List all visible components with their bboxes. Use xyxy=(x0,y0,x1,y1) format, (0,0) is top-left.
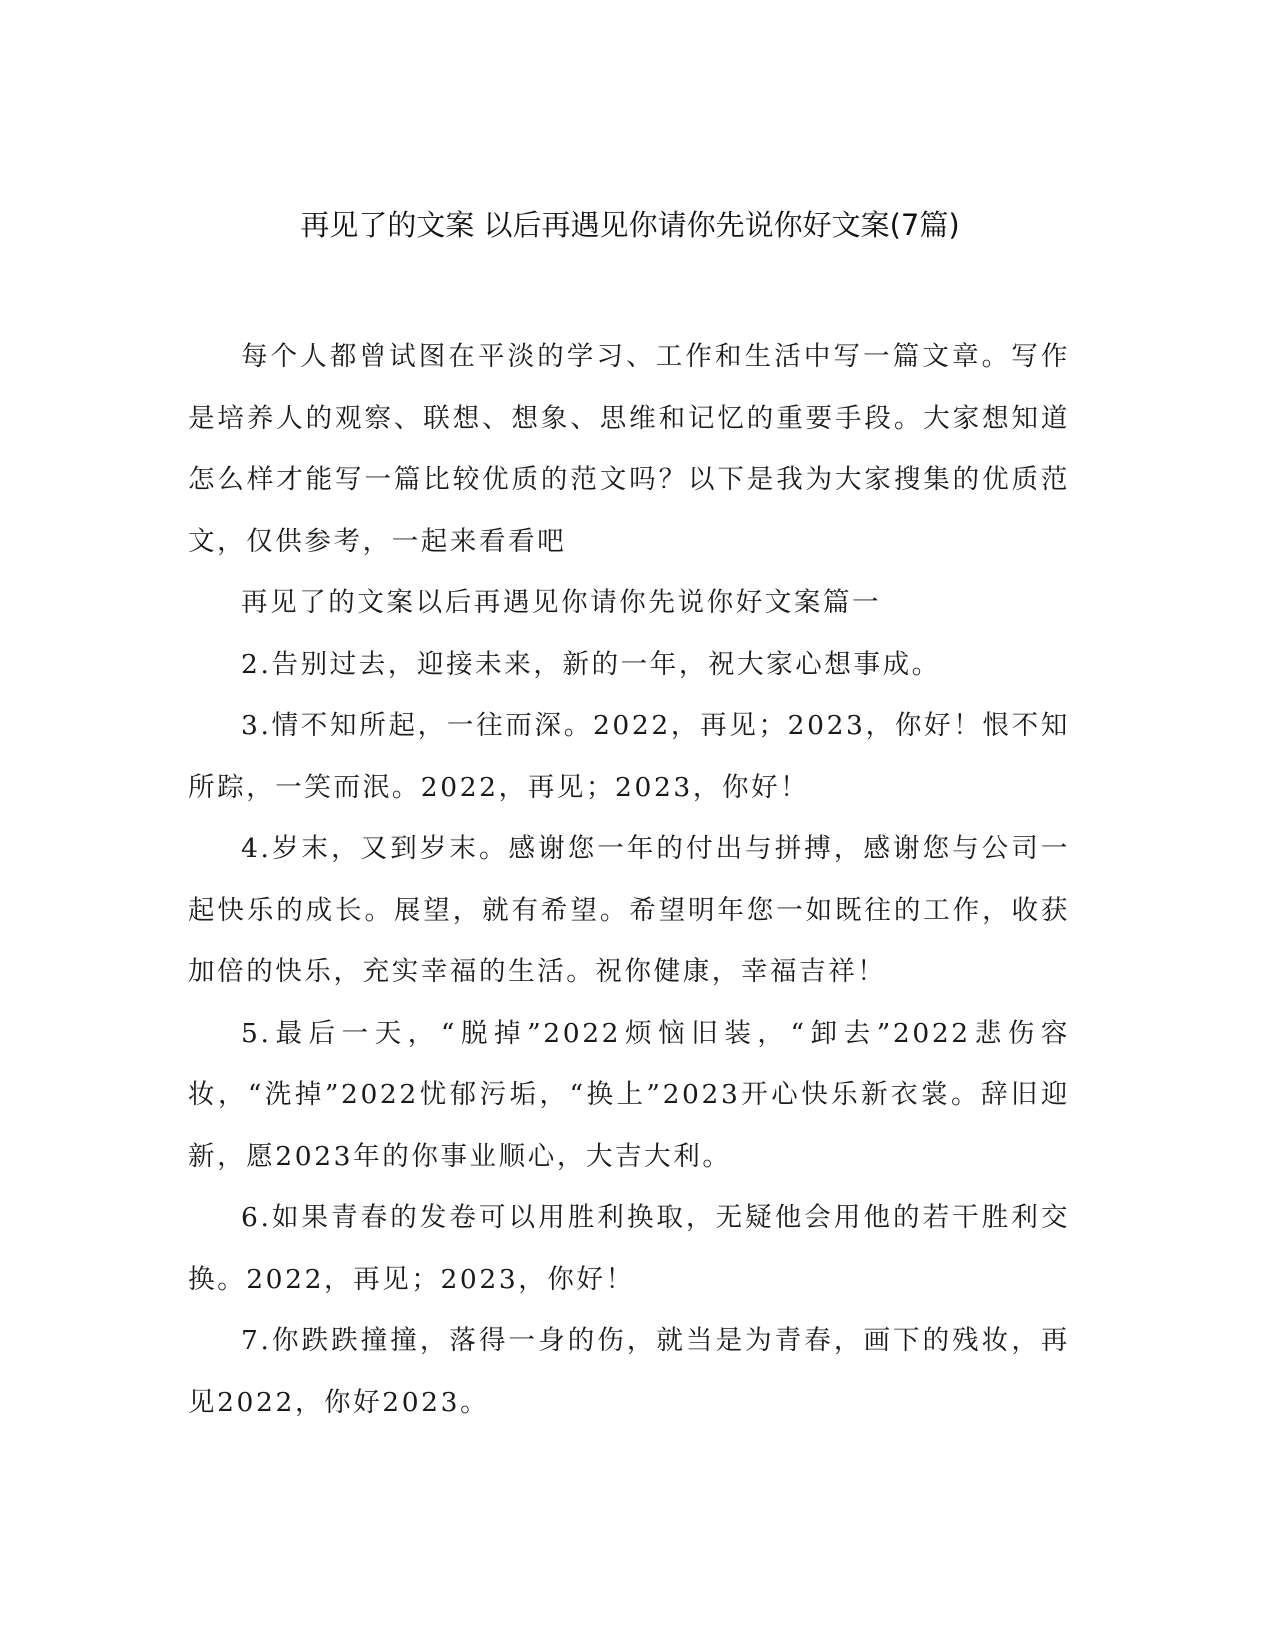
document-body xyxy=(188,326,1070,1433)
document-title: 再见了的文案 以后再遇见你请你先说你好文案(7篇) xyxy=(300,208,960,242)
list-item: 5.最后一天，“脱掉”2022烦恼旧装，“卸去”2022悲伤容妆，“洗掉”2022忧郁污垢，“换上”2023开心快乐新衣裳。辞旧迎新，愿2023年的你事业顺心，大吉大利。 xyxy=(188,1017,1070,1172)
list-item: 7.你跌跌撞撞，落得一身的伤，就当是为青春，画下的残妆，再见2022，你好2023。 xyxy=(188,1325,1070,1418)
list-item: 3.情不知所起，一往而深。2022，再见；2023，你好！恨不知所踪，一笑而泯。2022，再见；2023，你好！ xyxy=(188,710,1070,803)
intro-paragraph: 每个人都曾试图在平淡的学习、工作和生活中写一篇文章。写作是培养人的观察、联想、想象、思维和记忆的重要手段。大家想知道怎么样才能写一篇比较优质的范文吗？以下是我为大家搜集的优质范文，仅供参考，一起来看看吧 xyxy=(188,341,1070,557)
list-item: 6.如果青春的发卷可以用胜利换取，无疑他会用他的若干胜利交换。2022，再见；2023，你好！ xyxy=(188,1202,1070,1295)
section-heading: 再见了的文案以后再遇见你请你先说你好文案篇一 xyxy=(241,587,882,618)
list-item: 4.岁末，又到岁末。感谢您一年的付出与拼搏，感谢您与公司一起快乐的成长。展望，就有希望。希望明年您一如既往的工作，收获加倍的快乐，充实幸福的生活。祝你健康，幸福吉祥！ xyxy=(188,833,1070,987)
list-item: 2.告别过去，迎接未来，新的一年，祝大家心想事成。 xyxy=(241,648,941,680)
